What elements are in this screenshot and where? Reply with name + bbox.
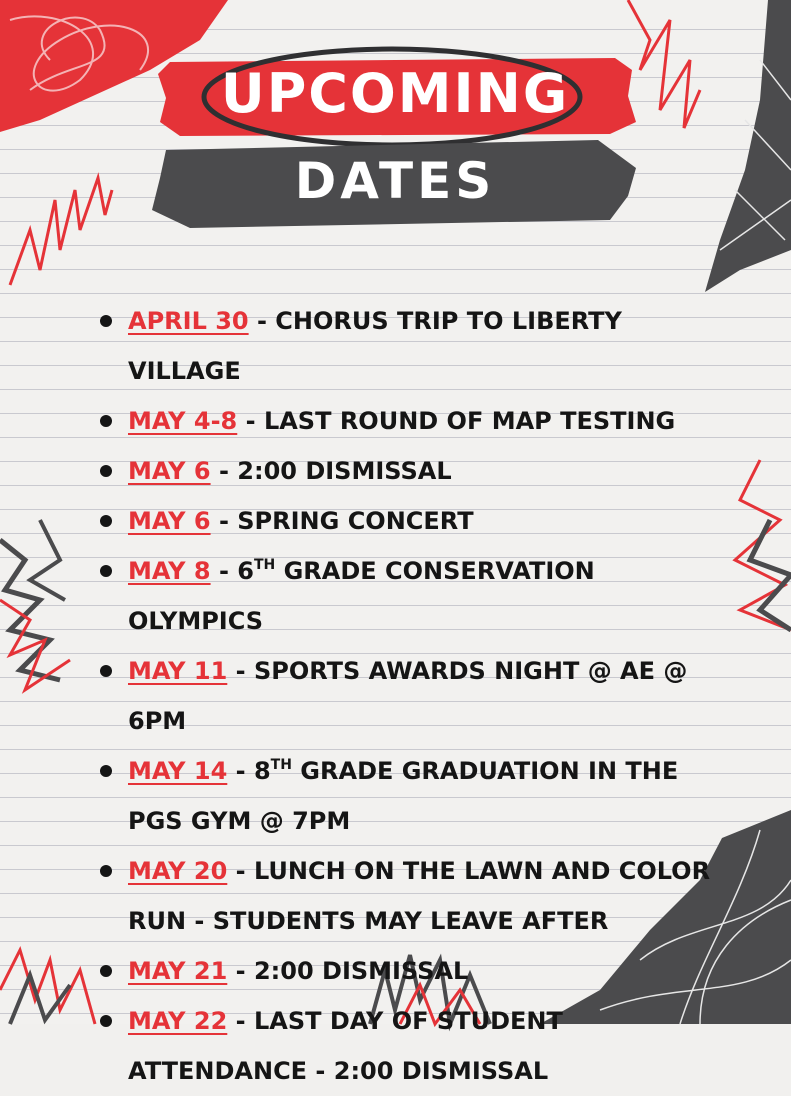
event-date: APRIL 30: [128, 307, 249, 335]
event-date: MAY 6: [128, 457, 211, 485]
event-item: [96, 446, 736, 496]
bullet-icon: [100, 1015, 112, 1027]
event-date: MAY 22: [128, 1007, 228, 1035]
event-item: [96, 296, 736, 396]
bullet-icon: [100, 415, 112, 427]
event-separator: -: [210, 557, 238, 585]
event-separator: -: [227, 1007, 254, 1035]
event-text: CHORUS TRIP TO LIBERTY VILLAGE: [128, 307, 622, 385]
event-separator: -: [210, 457, 238, 485]
event-item: [96, 996, 736, 1096]
bullet-icon: [100, 665, 112, 677]
bullet-icon: [100, 515, 112, 527]
event-item: [96, 546, 736, 646]
event-separator: -: [227, 657, 254, 685]
event-text-number: 6: [237, 557, 254, 585]
event-date: MAY 20: [128, 857, 228, 885]
event-date: MAY 4-8: [128, 407, 238, 435]
event-date: MAY 21: [128, 957, 228, 985]
event-item: [96, 746, 736, 846]
event-item: [96, 946, 736, 996]
event-separator: -: [248, 307, 276, 335]
event-item: [96, 646, 736, 746]
event-text: GRADE GRADUATION IN THE PGS GYM @ 7PM: [128, 757, 679, 835]
event-date: MAY 6: [128, 507, 211, 535]
event-text: 2:00 DISMISSAL: [237, 457, 452, 485]
dark-shape-top-right: [705, 0, 791, 292]
event-item: [96, 846, 736, 946]
event-item: [96, 496, 736, 546]
event-text: 2:00 DISMISSAL: [253, 957, 469, 985]
event-date: MAY 14: [128, 757, 228, 785]
event-text-number: 8: [253, 757, 271, 785]
event-separator: -: [227, 757, 254, 785]
event-text-ordinal: TH: [253, 557, 276, 573]
event-list: [96, 296, 736, 1096]
event-text: SPORTS AWARDS NIGHT @ AE @ 6PM: [128, 657, 688, 735]
bullet-icon: [100, 965, 112, 977]
bullet-icon: [100, 765, 112, 777]
bullet-icon: [100, 865, 112, 877]
event-date: MAY 8: [128, 557, 211, 585]
event-text: LAST ROUND OF MAP TESTING: [263, 407, 676, 435]
event-separator: -: [237, 407, 264, 435]
event-separator: -: [210, 507, 238, 535]
title-dates: DATES: [294, 152, 496, 210]
event-text: LAST DAY OF STUDENT ATTENDANCE - 2:00 DISMISSAL: [128, 1007, 563, 1085]
event-item: [96, 396, 736, 446]
bullet-icon: [100, 315, 112, 327]
bullet-icon: [100, 465, 112, 477]
event-text-ordinal: TH: [270, 757, 292, 773]
event-text: LUNCH ON THE LAWN AND COLOR RUN - STUDENTS MAY LEAVE AFTER: [128, 857, 711, 935]
event-separator: -: [227, 857, 254, 885]
title-upcoming: UPCOMING: [220, 62, 570, 125]
event-date: MAY 11: [128, 657, 228, 685]
event-text: SPRING CONCERT: [237, 507, 474, 535]
bullet-icon: [100, 565, 112, 577]
event-text: GRADE CONSERVATION OLYMPICS: [128, 557, 595, 635]
event-separator: -: [227, 957, 254, 985]
